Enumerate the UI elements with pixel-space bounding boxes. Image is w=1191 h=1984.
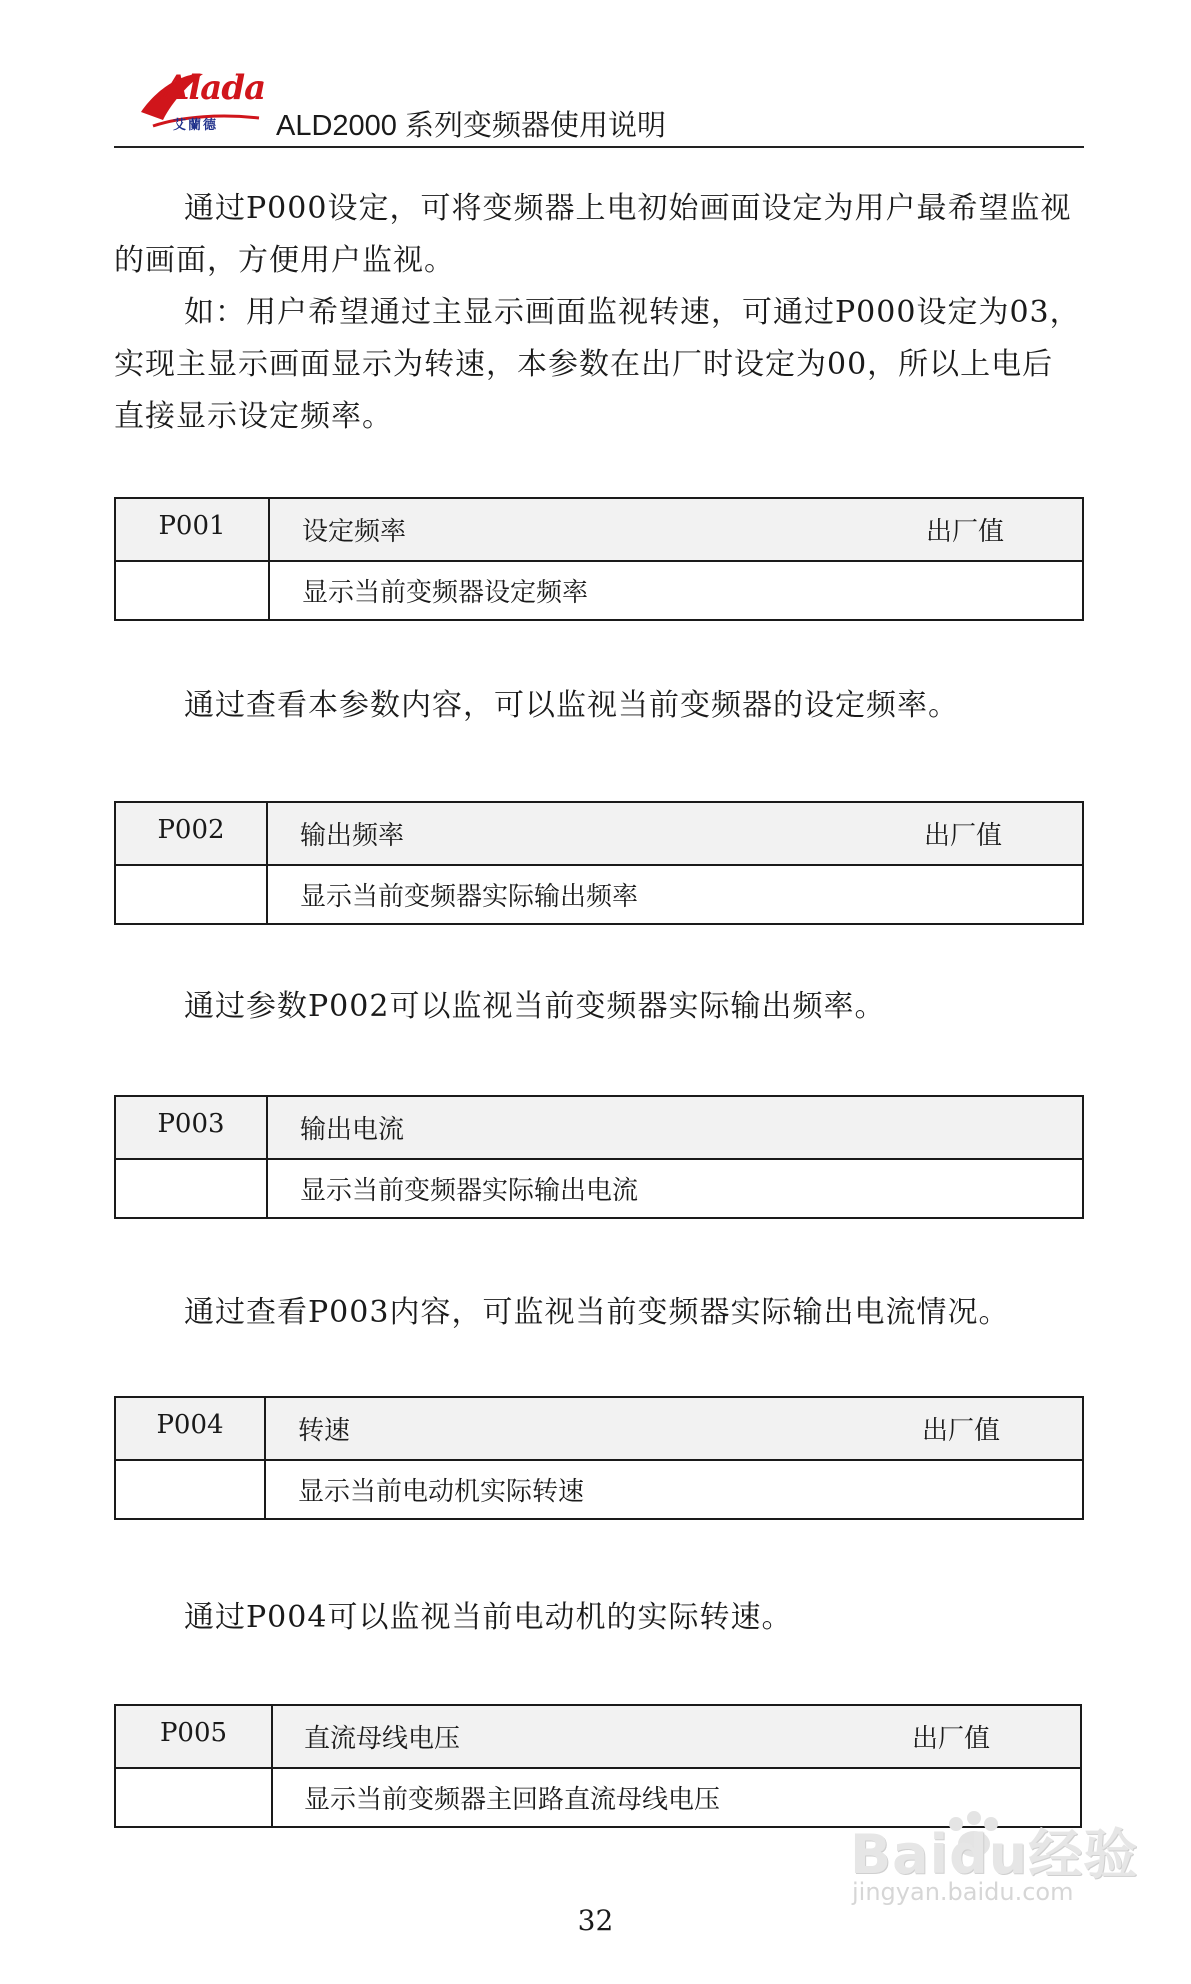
param-description: 显示当前电动机实际转速 — [298, 1477, 585, 1507]
param-table-p005 — [114, 1704, 1082, 1828]
param-note-p004: 通过P004可以监视当前电动机的实际转速。 — [184, 1600, 793, 1635]
param-code: P003 — [157, 1109, 225, 1139]
column-divider — [266, 1097, 268, 1217]
param-desc-row — [116, 866, 1082, 923]
param-name: 输出电流 — [300, 1115, 405, 1145]
company-logo — [133, 60, 265, 146]
column-divider — [264, 1398, 266, 1518]
watermark-url: jingyan.baidu.com — [852, 1878, 1074, 1906]
logo-chinese-name: 艾蘭德 — [173, 118, 219, 133]
factory-value-label: 出厂值 — [924, 821, 1003, 851]
page-number: 32 — [577, 1904, 614, 1937]
param-name: 转速 — [298, 1416, 351, 1446]
watermark-brand: Baidu经验 — [850, 1823, 1139, 1886]
param-note-p001: 通过查看本参数内容，可以监视当前变频器的设定频率。 — [184, 688, 959, 723]
param-note-p003: 通过查看P003内容，可监视当前变频器实际输出电流情况。 — [184, 1295, 1010, 1330]
factory-value-label: 出厂值 — [922, 1416, 1001, 1446]
param-description: 显示当前变频器实际输出电流 — [300, 1176, 639, 1206]
param-note-p002: 通过参数P002可以监视当前变频器实际输出频率。 — [184, 989, 886, 1024]
param-header-row — [116, 1398, 1082, 1461]
param-desc-row — [116, 562, 1082, 619]
column-divider — [266, 803, 268, 923]
param-table-p003 — [114, 1095, 1084, 1219]
document-title: ALD2000 系列变频器使用说明 — [276, 110, 666, 142]
param-description: 显示当前变频器主回路直流母线电压 — [304, 1785, 721, 1815]
param-desc-row — [116, 1461, 1082, 1518]
column-divider — [268, 499, 270, 619]
factory-value-label: 出厂值 — [926, 517, 1005, 547]
param-desc-row — [116, 1160, 1082, 1217]
param-header-row — [116, 1097, 1082, 1160]
intro-paragraph-1: 通过P000设定，可将变频器上电初始画面设定为用户最希望监视的画面，方便用户监视。 — [114, 191, 1072, 278]
logo-wordmark: Alada — [163, 68, 266, 108]
param-code: P005 — [159, 1718, 228, 1748]
intro-paragraph-2: 如：用户希望通过主显示画面监视转速，可通过P000设定为03，实现主显示画面显示为转速，本参数在出厂时设定为00，所以上电后直接显示设定频率。 — [114, 295, 1081, 434]
param-name: 设定频率 — [302, 517, 407, 547]
param-description: 显示当前变频器实际输出频率 — [300, 882, 639, 912]
param-name: 直流母线电压 — [304, 1724, 461, 1754]
param-header-row — [116, 499, 1082, 562]
param-header-row — [116, 803, 1082, 866]
param-code: P002 — [157, 815, 225, 845]
param-table-p004 — [114, 1396, 1084, 1520]
factory-value-label: 出厂值 — [912, 1724, 991, 1754]
param-table-p001 — [114, 497, 1084, 621]
header-divider — [114, 146, 1084, 148]
param-code: P001 — [158, 511, 226, 541]
param-name: 输出频率 — [300, 821, 405, 851]
param-description: 显示当前变频器设定频率 — [302, 578, 589, 608]
param-header-row — [116, 1706, 1080, 1769]
param-code: P004 — [156, 1410, 224, 1440]
param-table-p002 — [114, 801, 1084, 925]
column-divider — [271, 1706, 273, 1826]
baidu-watermark — [850, 1812, 1150, 1922]
